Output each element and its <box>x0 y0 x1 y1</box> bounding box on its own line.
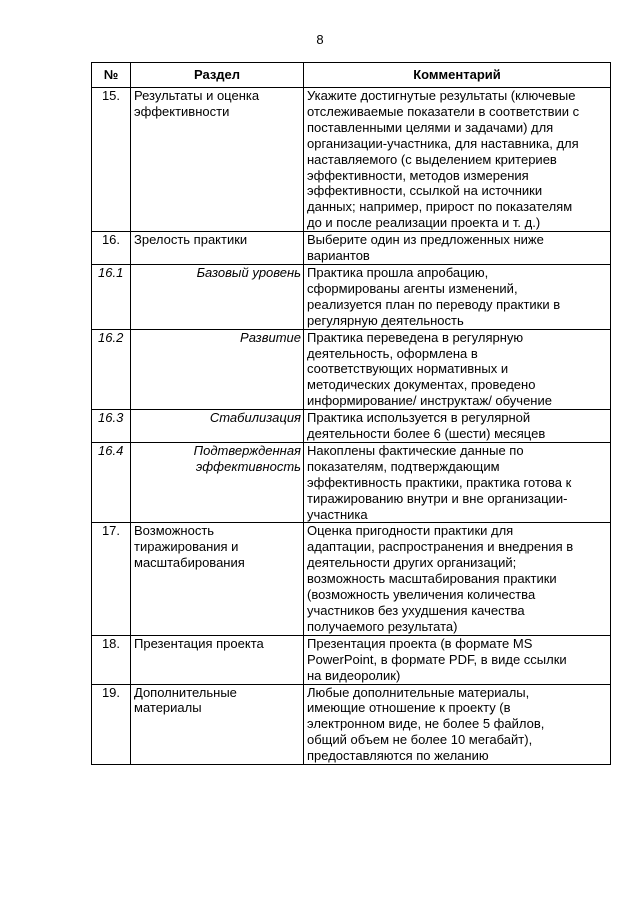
section-name <box>131 88 304 232</box>
row-number: 19. <box>92 684 131 765</box>
section-comment-line: до и после реализации проекта и т. д.) <box>307 215 541 231</box>
section-comment <box>304 329 611 410</box>
row-number: 16.4 <box>92 442 131 523</box>
section-name-line: Развитие <box>240 329 301 345</box>
table-header-row <box>92 63 611 88</box>
column-header-comment: Комментарий <box>304 63 611 88</box>
section-comment <box>304 88 611 232</box>
section-comment-line: эффективности, методов измерения <box>307 167 529 183</box>
section-comment-line: общий объем не более 10 мегабайт), <box>307 732 533 748</box>
section-name <box>131 635 304 684</box>
section-comment-line: эффективность практики, практика готова к <box>307 474 572 490</box>
section-name-line: масштабирования <box>134 555 245 571</box>
section-comment <box>304 523 611 635</box>
section-comment-line: организации-участника, для наставника, для <box>307 135 579 151</box>
section-comment-line: наставляемого (с выделением критериев <box>307 151 557 167</box>
section-comment-line: Укажите достигнутые результаты (ключевые <box>307 88 576 103</box>
row-number: 16.2 <box>92 329 131 410</box>
section-comment <box>304 442 611 523</box>
column-header-section: Раздел <box>131 63 304 88</box>
section-comment-line: вариантов <box>307 248 370 264</box>
section-comment-line: показателям, подтверждающим <box>307 458 500 474</box>
section-comment-line: эффективности, ссылкой на источники <box>307 183 543 199</box>
page-number: 8 <box>316 32 324 47</box>
section-comment-line: имеющие отношение к проекту (в <box>307 700 511 716</box>
section-comment-line: отслеживаемые показатели в соответствии с <box>307 103 580 119</box>
section-name-line: Возможность <box>134 523 215 539</box>
section-comment-line: Презентация проекта (в формате MS <box>307 635 533 651</box>
table-row <box>92 410 611 443</box>
section-name <box>131 232 304 265</box>
section-comment-line: методических документах, проведено <box>307 377 536 393</box>
row-number: 16.1 <box>92 264 131 329</box>
section-comment <box>304 410 611 443</box>
section-comment-line: (возможность увеличения количества <box>307 587 536 603</box>
table-row <box>92 264 611 329</box>
section-name-line: Базовый уровень <box>196 264 301 280</box>
section-name <box>131 523 304 635</box>
section-comment-line: Практика переведена в регулярную <box>307 329 524 345</box>
section-comment-line: соответствующих нормативных и <box>307 361 509 377</box>
section-comment-line: информирование/ инструктаж/ обучение <box>307 393 552 409</box>
section-comment-line: Оценка пригодности практики для <box>307 523 514 539</box>
table-row <box>92 635 611 684</box>
section-comment-line: Накоплены фактические данные по <box>307 442 524 458</box>
section-comment-line: на видеоролик) <box>307 667 401 683</box>
section-name-line: Дополнительные <box>134 684 237 700</box>
section-comment-line: деятельности других организаций; <box>307 555 517 571</box>
table-row <box>92 523 611 635</box>
section-comment-line: Любые дополнительные материалы, <box>307 684 530 700</box>
section-comment-line: адаптации, распространения и внедрения в <box>307 539 574 555</box>
section-name-line: Презентация проекта <box>134 635 264 651</box>
section-name-line: эффективность <box>195 458 301 474</box>
table-row <box>92 329 611 410</box>
section-comment-line: данных; например, прирост по показателям <box>307 199 573 215</box>
section-name-line: материалы <box>134 700 202 716</box>
section-name-line: тиражирования и <box>134 539 239 555</box>
section-name-line: эффективности <box>134 103 230 119</box>
section-comment-line: поставленными целями и задачами) для <box>307 119 554 135</box>
section-comment-line: участника <box>307 506 368 522</box>
section-comment-line: деятельности более 6 (шести) месяцев <box>307 426 546 442</box>
row-number: 15. <box>92 88 131 232</box>
table-row <box>92 442 611 523</box>
section-name <box>131 329 304 410</box>
row-number: 16.3 <box>92 410 131 443</box>
section-comment-line: участников без ухудшения качества <box>307 603 525 618</box>
section-comment-line: Практика используется в регулярной <box>307 410 531 426</box>
section-comment-line: предоставляются по желанию <box>307 748 489 764</box>
table-row <box>92 684 611 765</box>
section-name-line: Результаты и оценка <box>134 88 260 103</box>
section-name <box>131 684 304 765</box>
section-comment <box>304 635 611 684</box>
section-name <box>131 442 304 523</box>
section-comment-line: Практика прошла апробацию, <box>307 264 489 280</box>
column-header-number: № <box>92 63 131 88</box>
section-comment-line: возможность масштабирования практики <box>307 571 557 587</box>
section-comment-line: получаемого результата) <box>307 618 458 634</box>
section-name <box>131 264 304 329</box>
section-comment-line: регулярную деятельность <box>307 312 464 328</box>
section-comment-line: Выберите один из предложенных ниже <box>307 232 544 248</box>
section-comment-line: реализуется план по переводу практики в <box>307 296 561 312</box>
section-name <box>131 410 304 443</box>
section-comment-line: деятельность, оформлена в <box>307 345 478 361</box>
table-row <box>92 88 611 232</box>
row-number: 16. <box>92 232 131 265</box>
section-comment-line: тиражированию внутри и вне организации- <box>307 490 568 506</box>
section-comment-line: сформированы агенты изменений, <box>307 280 518 296</box>
section-comment-line: PowerPoint, в формате PDF, в виде ссылки <box>307 651 567 667</box>
table-body <box>92 88 611 765</box>
section-name-line: Подтвержденная <box>193 442 301 458</box>
form-sections-table <box>91 62 611 765</box>
table-row <box>92 232 611 265</box>
section-comment <box>304 684 611 765</box>
row-number: 17. <box>92 523 131 635</box>
section-name-line: Стабилизация <box>209 410 301 426</box>
row-number: 18. <box>92 635 131 684</box>
section-comment <box>304 264 611 329</box>
section-comment-line: электронном виде, не более 5 файлов, <box>307 716 545 732</box>
section-comment <box>304 232 611 265</box>
section-name-line: Зрелость практики <box>134 232 248 248</box>
